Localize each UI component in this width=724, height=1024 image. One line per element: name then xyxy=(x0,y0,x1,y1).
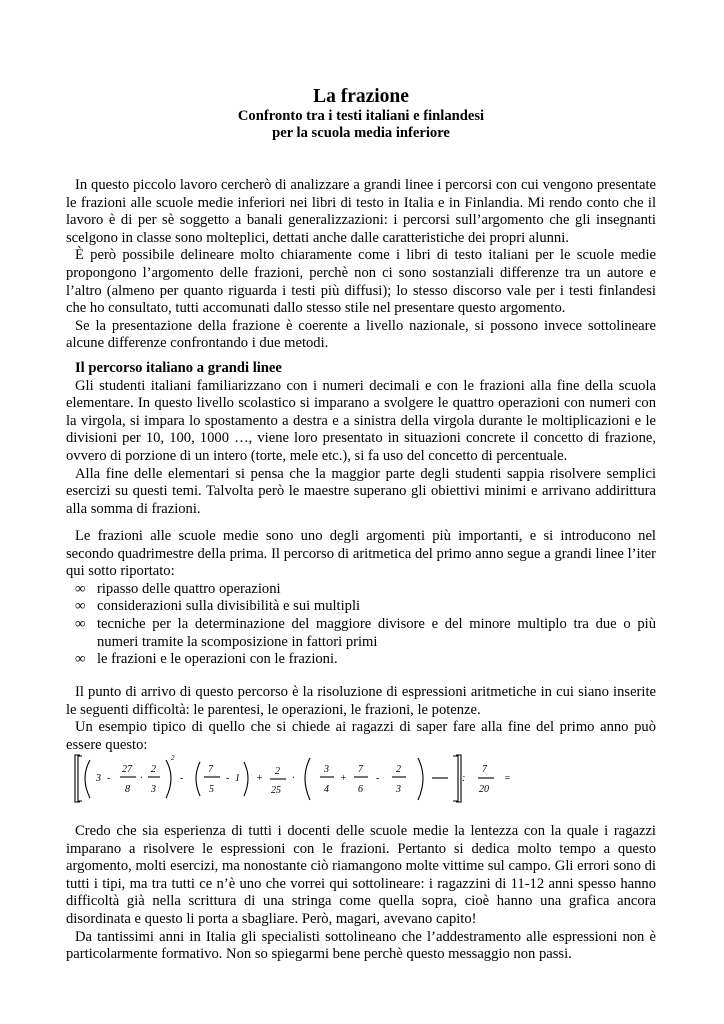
term-one: 1 xyxy=(235,773,240,784)
left-paren-2 xyxy=(196,762,200,796)
numerator-2: 2 xyxy=(396,764,401,775)
infinity-bullet-icon: ∞ xyxy=(75,615,86,632)
document-subtitle xyxy=(66,108,656,142)
term-three: 3 xyxy=(96,773,101,784)
section-paragraph-2: Alla fine delle elementari si pensa che la maggior parte degli studenti sappia risolvere semplici esercizi su questi temi. Talvolta però le maestre superano gli obiettivi minimi e arrivano addirittura alla somma di frazioni. xyxy=(66,465,656,517)
numerator-7: 7 xyxy=(208,764,213,775)
intro-paragraph-1: In questo piccolo lavoro cercherò di analizzare a grandi linee i percorsi con cui vengono presentate le frazioni alle scuole medie inferiori nei libri di testo in Italia e in Finlandia. Mi rendo conto che il lavoro è di per sè soggetto a banali generalizzazioni: i percorsi sull’argomento che gli insegnanti scelgono in classe sono molteplici, dettati anche dalle caratteristiche dei propri alunni. xyxy=(66,177,656,246)
subtitle-line-1: Confronto tra i testi italiani e finlandesi xyxy=(237,108,485,124)
arrival-section xyxy=(66,684,656,754)
denominator-4: 4 xyxy=(324,784,329,795)
expression-divisor xyxy=(458,752,538,804)
list-item xyxy=(66,651,656,669)
right-paren-3 xyxy=(418,758,423,800)
right-paren-2 xyxy=(244,762,248,796)
right-paren-1 xyxy=(166,760,171,798)
bullet-list xyxy=(66,581,656,669)
minus-sign: - xyxy=(376,773,380,784)
numerator-3: 3 xyxy=(324,764,329,775)
closing-section xyxy=(66,823,656,964)
denominator-20: 20 xyxy=(479,784,489,795)
numerator-2: 2 xyxy=(151,764,156,775)
document-title: La frazione xyxy=(313,86,409,107)
left-paren-1 xyxy=(85,760,90,798)
handwritten-expression xyxy=(72,752,482,804)
subtitle-line-2: per la scuola media inferiore xyxy=(272,125,450,141)
denominator-6: 6 xyxy=(358,784,363,795)
minus-sign: - xyxy=(180,773,184,784)
infinity-bullet-icon: ∞ xyxy=(75,598,86,615)
equals-sign: = xyxy=(504,773,511,784)
left-paren-3 xyxy=(305,758,310,800)
section-heading: Il percorso italiano a grandi linee xyxy=(75,360,282,376)
intro-paragraph-2: È però possibile delineare molto chiaramente come i libri di testo italiani per le scuole medie propongono l’argomento delle frazioni, perchè non ci sono sostanziali differenze tra un autore e l’altro (almeno per quanto riguarda i testi più diffusi); lo stesso discorso vale per i testi finlandesi che ho consultato, tutti accomunati dallo stesso stile nel presentare questo argomento. xyxy=(66,247,656,317)
medie-section xyxy=(66,528,656,669)
infinity-bullet-icon: ∞ xyxy=(75,651,86,668)
numerator-27: 27 xyxy=(122,764,132,775)
plus-sign: + xyxy=(256,773,263,784)
list-item-text: considerazioni sulla divisibilità e sui multipli xyxy=(97,598,361,615)
list-item-text: le frazioni e le operazioni con le frazioni. xyxy=(97,651,338,668)
dot-sign: · xyxy=(292,773,295,784)
denominator-3: 3 xyxy=(396,784,401,795)
medie-paragraph: Le frazioni alle scuole medie sono uno degli argomenti più importanti, e si introducono nel secondo quadrimestre della prima. Il percorso di aritmetica del primo anno segue a grandi linee l’iter qui sotto riportato: xyxy=(66,528,656,580)
colon-sign: : xyxy=(462,773,466,784)
list-item-text: ripasso delle quattro operazioni xyxy=(97,580,281,597)
arrival-paragraph-2: Un esempio tipico di quello che si chiede ai ragazzi di saper fare alla fine del primo anno può essere questo: xyxy=(66,719,656,753)
minus-sign: - xyxy=(226,773,230,784)
italian-path-section xyxy=(66,360,656,518)
minus-sign: - xyxy=(107,773,111,784)
intro-section xyxy=(66,177,656,353)
numerator-7: 7 xyxy=(358,764,363,775)
numerator-7: 7 xyxy=(482,764,487,775)
denominator-8: 8 xyxy=(125,784,130,795)
denominator-3: 3 xyxy=(151,784,156,795)
list-item xyxy=(66,598,656,616)
exponent-2: 2 xyxy=(171,754,175,762)
closing-paragraph-1: Credo che sia esperienza di tutti i docenti delle scuole medie la lentezza con la quale i ragazzi imparano a risolvere le espressioni con le frazioni. Pertanto si dedica molto tempo a questo argomento, molti esercizi, ma nonostante ciò riamangono molte vittime sul campo. Gli errori sono di tutti i tipi, ma tra tutti ce n’è uno che vorrei qui sottolineare: i ragazzini di 11-12 anni spesso hanno difficoltà già nella scrittura di una stringa come quella sopra, cioè hanno una grafica ancora disordinata e questo li porta a sbagliare. Però, magari, avevano capito! xyxy=(66,823,656,927)
section-paragraph-1: Gli studenti italiani familiarizzano con i numeri decimali e con le frazioni alla fine della scuola elementare. In questo livello scolastico si imparano a svolgere le quattro operazioni con numeri con la virgola, si impara lo spostamento a destra e a sinistra della virgola durante le moltiplicazioni e le divisioni per 10, 100, 1000 …, viene loro presentato in situazioni concrete il concetto di frazione, ovvero di porzione di un intero (torte, mele etc.), si fa uso del concetto di percentuale. xyxy=(66,377,656,464)
denominator-25: 25 xyxy=(271,785,281,796)
arrival-paragraph-1: Il punto di arrivo di questo percorso è la risoluzione di espressioni aritmetiche in cui siano inserite le seguenti difficoltà: le parentesi, le operazioni, le frazioni, le potenze. xyxy=(66,684,656,718)
intro-paragraph-3: Se la presentazione della frazione è coerente a livello nazionale, si possono invece sottolineare alcune differenze confrontando i due metodi. xyxy=(66,317,656,352)
closing-paragraph-2: Da tantissimi anni in Italia gli specialisti sottolineano che l’addestramento alle espressioni non è particolarmente formativo. Non so spiegarmi bene perchè questo messaggio non passi. xyxy=(66,928,656,963)
list-item xyxy=(66,616,656,651)
dot-sign: · xyxy=(140,773,143,784)
numerator-2: 2 xyxy=(275,766,280,777)
denominator-5: 5 xyxy=(209,784,214,795)
infinity-bullet-icon: ∞ xyxy=(75,580,86,597)
plus-sign: + xyxy=(340,773,347,784)
list-item xyxy=(66,581,656,599)
list-item-text: tecniche per la determinazione del maggiore divisore e del minore multiplo tra due o più numeri tramite la scomposizione in fattori primi xyxy=(97,615,656,650)
